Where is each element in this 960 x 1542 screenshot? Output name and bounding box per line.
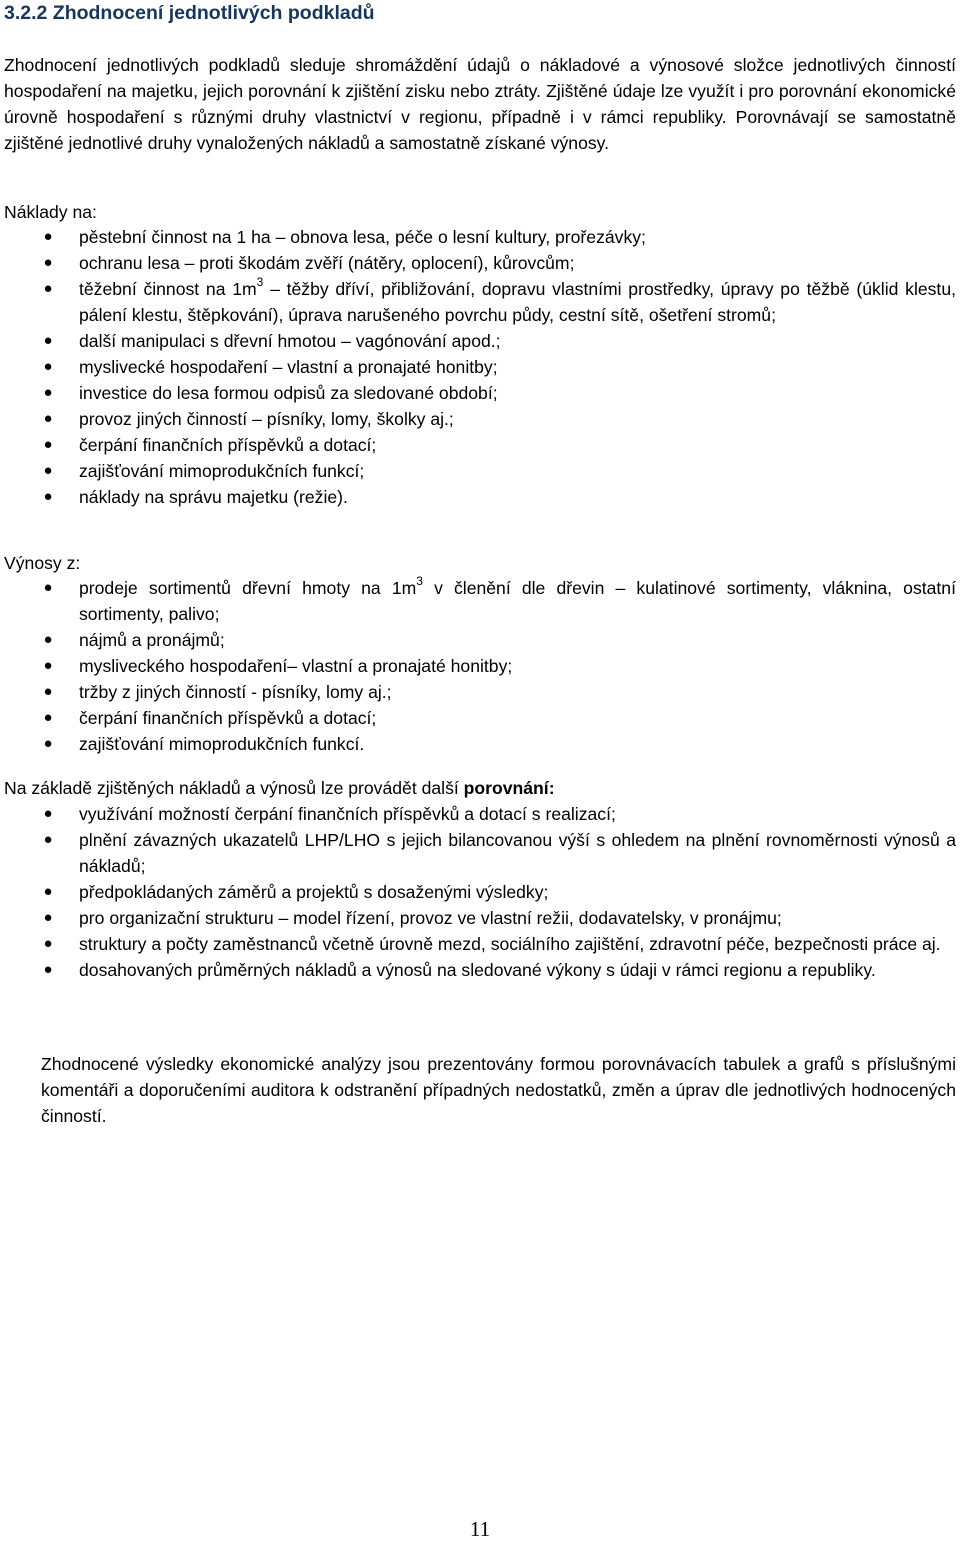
bullet-icon: ● <box>43 683 53 700</box>
list-item: ● plnění závazných ukazatelů LHP/LHO s jejich bilancovanou výší s ohledem na plnění rovnoměrnosti výnosů a nákladů; <box>0 827 956 879</box>
list-item: ● provoz jiných činností – písníky, lomy, školky aj.; <box>0 406 956 432</box>
bullet-icon: ● <box>43 805 53 822</box>
list-item: ● nájmů a pronájmů; <box>0 627 956 653</box>
bullet-icon: ● <box>43 384 53 401</box>
revenues-label: Výnosy z: <box>4 553 81 573</box>
list-item: ● náklady na správu majetku (režie). <box>0 484 956 510</box>
superscript: 3 <box>416 574 423 589</box>
superscript: 3 <box>256 275 264 290</box>
bullet-icon: ● <box>43 935 53 952</box>
list-item: ● mysliveckého hospodaření– vlastní a pronajaté honitby; <box>0 653 956 679</box>
comparison-list <box>0 801 956 983</box>
bullet-icon: ● <box>43 228 53 245</box>
list-item: ● myslivecké hospodaření – vlastní a pronajaté honitby; <box>0 354 956 380</box>
list-item: ● využívání možností čerpání finančních příspěvků a dotací s realizací; <box>0 801 956 827</box>
list-item: ● tržby z jiných činností - písníky, lomy aj.; <box>0 679 956 705</box>
costs-list <box>0 224 956 510</box>
bullet-icon: ● <box>43 909 53 926</box>
bullet-icon: ● <box>43 280 53 297</box>
bullet-icon: ● <box>43 410 53 427</box>
list-item: ● prodeje sortimentů dřevní hmoty na $1m^3$ v členění dle dřevin – kulatinové sortimenty, vláknina, ostatní sortimenty, palivo; <box>0 575 956 627</box>
list-item: ● čerpání finančních příspěvků a dotací; <box>0 705 956 731</box>
list-item: ● další manipulaci s dřevní hmotou – vagónování apod.; <box>0 328 956 354</box>
bullet-icon: ● <box>43 436 53 453</box>
list-item: ● zajišťování mimoprodukčních funkcí; <box>0 458 956 484</box>
bullet-icon: ● <box>43 883 53 900</box>
bullet-icon: ● <box>43 462 53 479</box>
bullet-icon: ● <box>43 254 53 271</box>
comparison-label: Na základě zjištěných nákladů a výnosů lze provádět další porovnání: <box>4 778 555 798</box>
list-item: ● investice do lesa formou odpisů za sledované období; <box>0 380 956 406</box>
page-number: 11 <box>469 1517 491 1541</box>
bullet-icon: ● <box>43 735 53 752</box>
list-item: ● předpokládaných záměrů a projektů s dosaženými výsledky; <box>0 879 956 905</box>
bullet-icon: ● <box>43 831 53 848</box>
list-item: ● pěstební činnost na 1 ha – obnova lesa, péče o lesní kultury, prořezávky; <box>0 224 956 250</box>
bullet-icon: ● <box>43 657 53 674</box>
bullet-icon: ● <box>43 709 53 726</box>
intro-paragraph: Zhodnocení jednotlivých podkladů sleduje shromáždění údajů o nákladové a výnosové složce jednotlivých činností hospodaření na majetku, jejich porovnání k zjištění zisku nebo ztráty. Zjištěné údaje lze využít i pro porovnání ekonomické úrovně hospodaření s různými druhy vlastnictví v regionu, případně i v rámci republiky. Porovnávají se samostatně zjištěné jednotlivé druhy vynaložených nákladů a samostatně získané výnosy. <box>4 55 956 153</box>
bullet-icon: ● <box>43 631 53 648</box>
list-item: ● ochranu lesa – proti škodám zvěří (nátěry, oplocení), kůrovcům; <box>0 250 956 276</box>
list-item: ● čerpání finančních příspěvků a dotací; <box>0 432 956 458</box>
bullet-icon: ● <box>43 579 53 596</box>
list-item: ● dosahovaných průměrných nákladů a výnosů na sledované výkony s údaji v rámci regionu a republiky. <box>0 957 956 983</box>
bullet-icon: ● <box>43 332 53 349</box>
bullet-icon: ● <box>43 358 53 375</box>
list-item: ● struktury a počty zaměstnanců včetně úrovně mezd, sociálního zajištění, zdravotní péče, bezpečnosti práce aj. <box>0 931 956 957</box>
list-item: ● zajišťování mimoprodukčních funkcí. <box>0 731 956 757</box>
section-heading: 3.2.2 Zhodnocení jednotlivých podkladů <box>4 2 375 24</box>
costs-label: Náklady na: <box>4 202 97 222</box>
conclusion-paragraph: Zhodnocené výsledky ekonomické analýzy jsou prezentovány formou porovnávacích tabulek a grafů s příslušnými komentáři a doporučeními auditora k odstranění případných nedostatků, změn a úprav dle jednotlivých hodnocených činností. <box>41 1054 956 1126</box>
bullet-icon: ● <box>43 488 53 505</box>
list-item: ● těžební činnost na $1m^3$ – těžby dříví, přibližování, dopravu vlastními prostředky, úpravy po těžbě (úklid klestu, pálení klestu, štěpkování), úprava narušeného povrchu půdy, cestní sítě, ošetření stromů; <box>0 276 956 328</box>
bullet-icon: ● <box>43 961 53 978</box>
revenues-list <box>0 575 956 757</box>
list-item: ● pro organizační strukturu – model řízení, provoz ve vlastní režii, dodavatelsky, v pronájmu; <box>0 905 956 931</box>
